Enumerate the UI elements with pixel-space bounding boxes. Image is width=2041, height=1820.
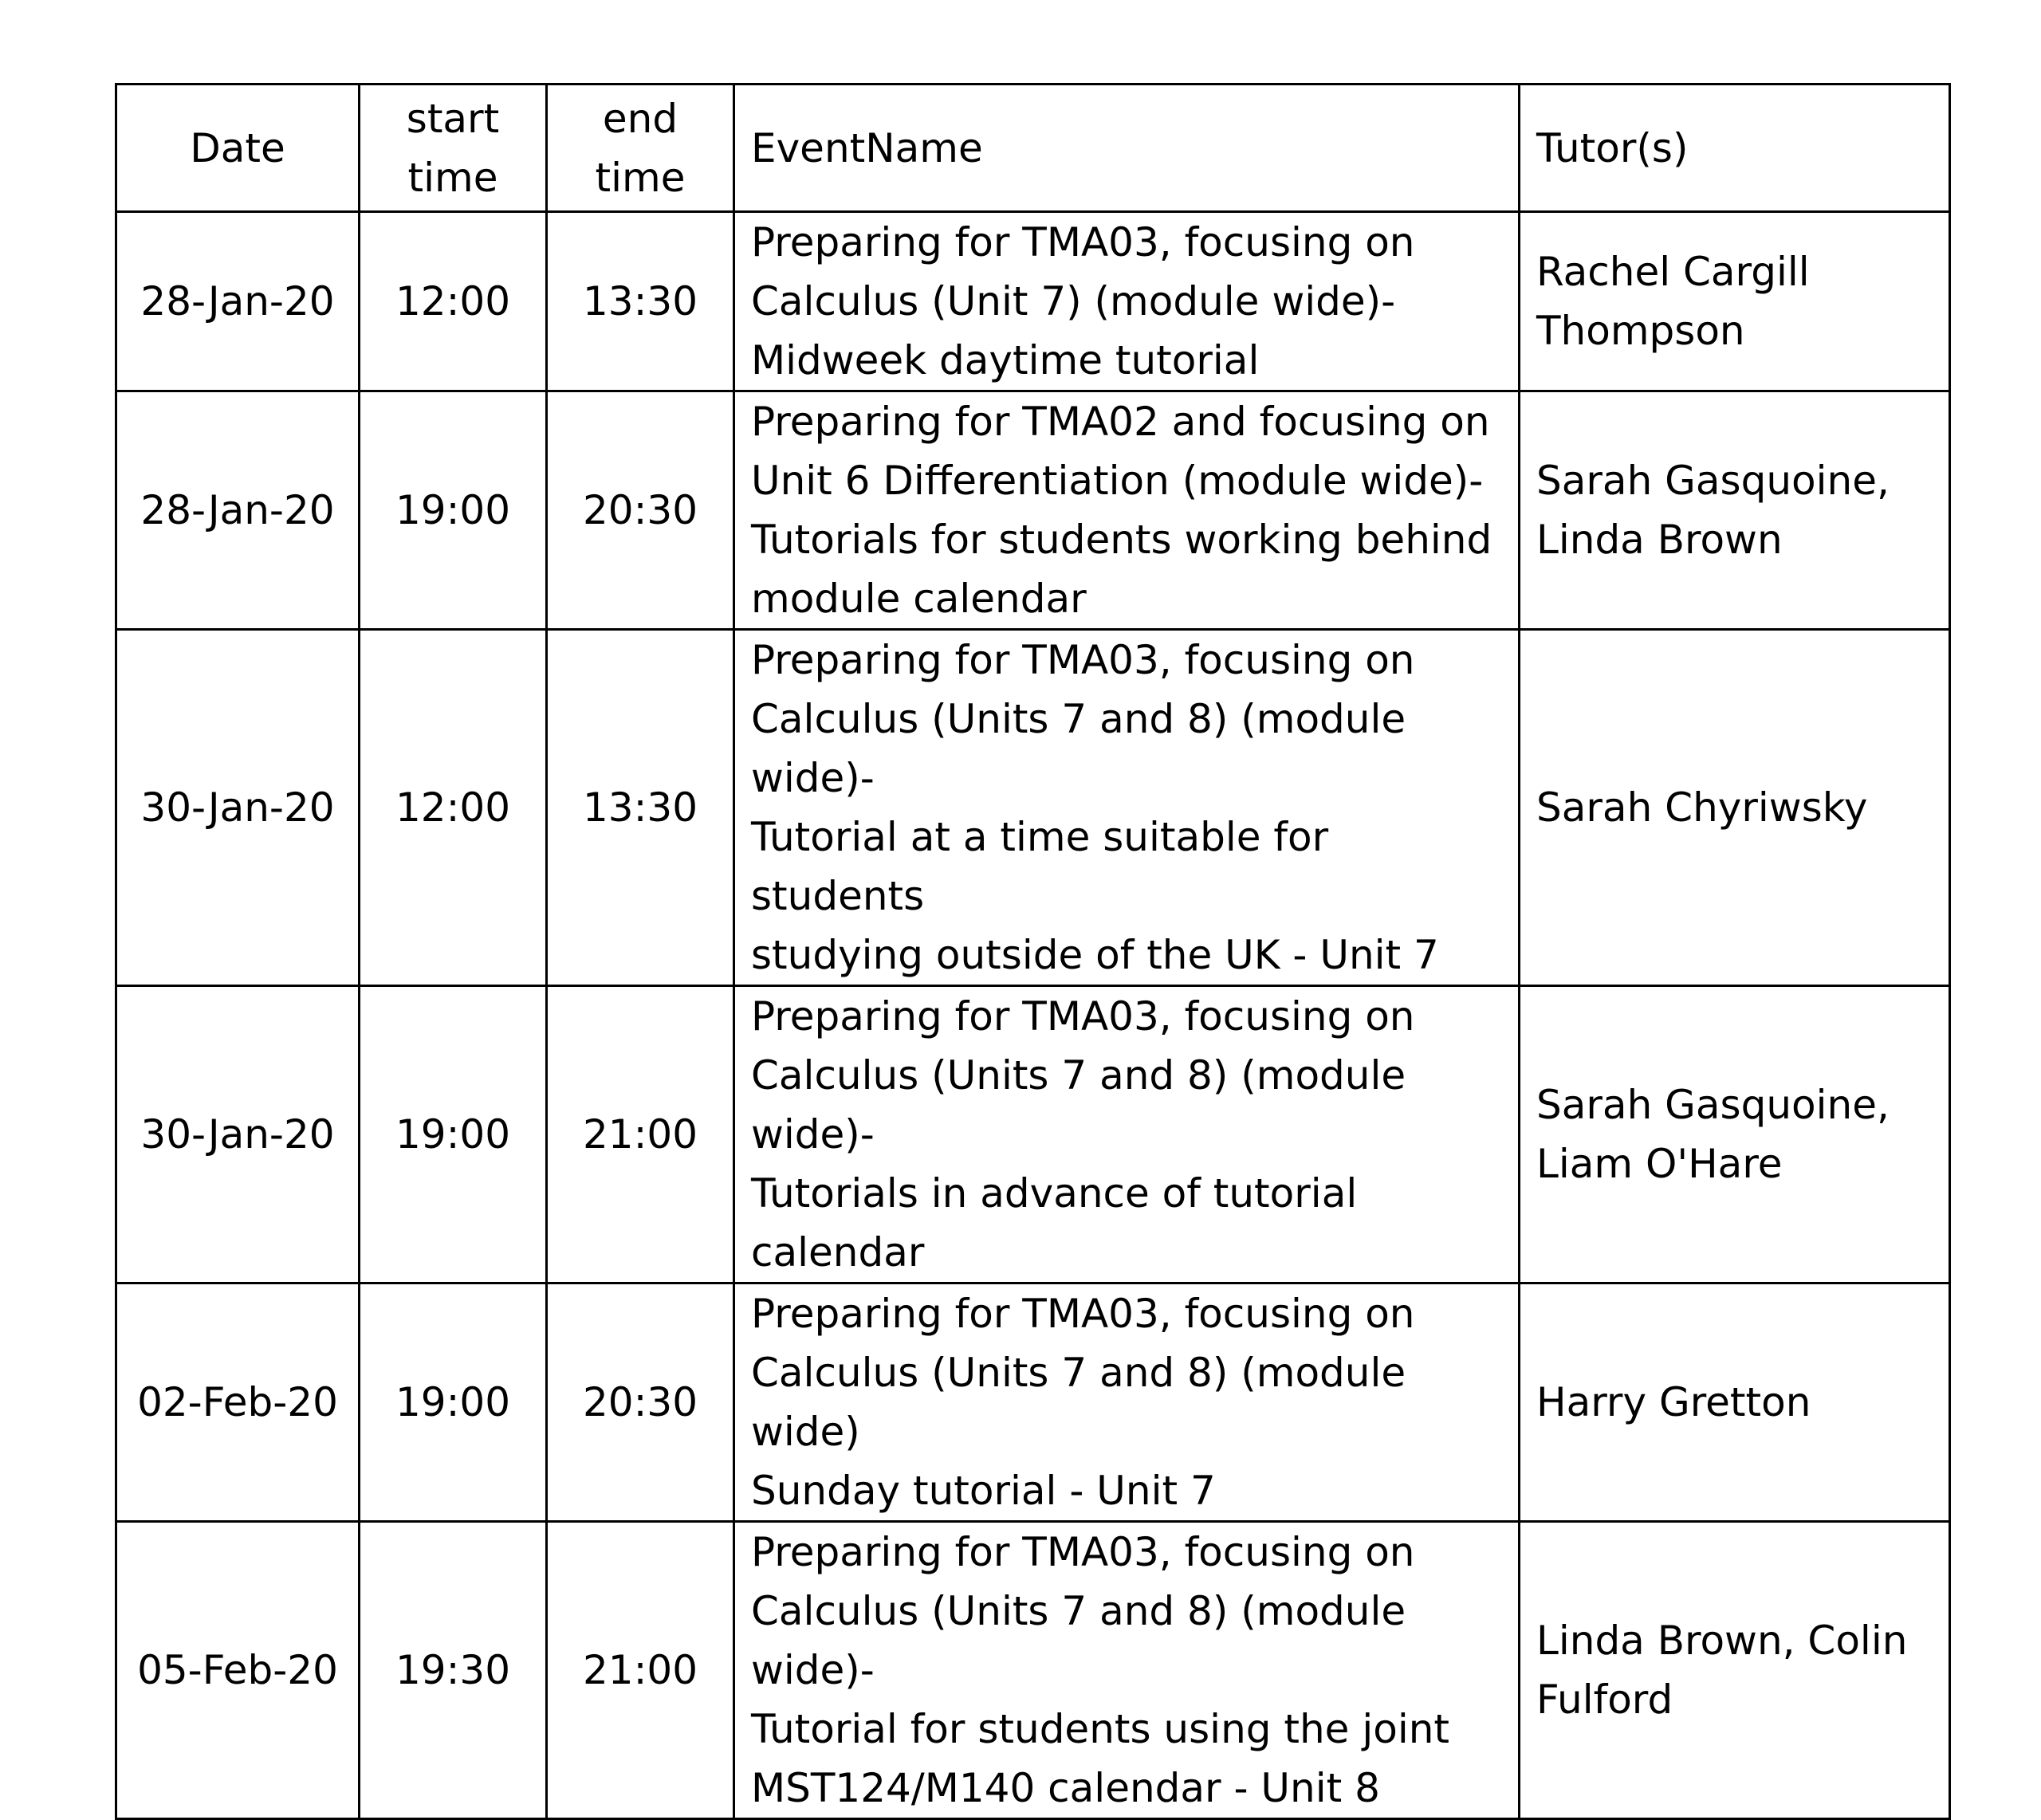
cell-end-time: 13:30: [547, 212, 734, 391]
cell-date: 02-Feb-20: [116, 1283, 360, 1522]
cell-date: 28-Jan-20: [116, 391, 360, 630]
cell-event-name: Preparing for TMA03, focusing on Calculus (Units 7 and 8) (module wide)- Tutorial for students using the joint MST124/M140 calendar - Unit 8: [734, 1522, 1520, 1819]
cell-event-name: Preparing for TMA02 and focusing on Unit 6 Differentiation (module wide)- Tutorials for students working behind module calendar: [734, 391, 1520, 630]
cell-date: 28-Jan-20: [116, 212, 360, 391]
header-tutors: Tutor(s): [1520, 85, 1950, 212]
cell-event-name: Preparing for TMA03, focusing on Calculus (Units 7 and 8) (module wide)- Tutorial at a time suitable for students studying outside of the UK - Unit 7: [734, 630, 1520, 986]
header-row: [116, 85, 1950, 212]
cell-start-time: 12:00: [360, 630, 547, 986]
table-row: [116, 986, 1950, 1283]
cell-date: 05-Feb-20: [116, 1522, 360, 1819]
header-start-time: start time: [360, 85, 547, 212]
cell-end-time: 13:30: [547, 630, 734, 986]
table-row: [116, 391, 1950, 630]
cell-tutors: Sarah Gasquoine, Liam O'Hare: [1520, 986, 1950, 1283]
header-event-name: EventName: [734, 85, 1520, 212]
cell-tutors: Rachel Cargill Thompson: [1520, 212, 1950, 391]
cell-start-time: 19:30: [360, 1522, 547, 1819]
table-row: [116, 630, 1950, 986]
cell-event-name: Preparing for TMA03, focusing on Calculus (Units 7 and 8) (module wide)- Tutorials in advance of tutorial calendar: [734, 986, 1520, 1283]
table-row: [116, 1283, 1950, 1522]
cell-end-time: 20:30: [547, 391, 734, 630]
cell-end-time: 21:00: [547, 1522, 734, 1819]
cell-tutors: Harry Gretton: [1520, 1283, 1950, 1522]
cell-tutors: Sarah Chyriwsky: [1520, 630, 1950, 986]
header-date: Date: [116, 85, 360, 212]
cell-date: 30-Jan-20: [116, 630, 360, 986]
table-row: [116, 212, 1950, 391]
events-table: [115, 83, 1951, 1820]
header-end-time: end time: [547, 85, 734, 212]
cell-event-name: Preparing for TMA03, focusing on Calculus (Units 7 and 8) (module wide) Sunday tutorial - Unit 7: [734, 1283, 1520, 1522]
cell-date: 30-Jan-20: [116, 986, 360, 1283]
cell-end-time: 20:30: [547, 1283, 734, 1522]
cell-start-time: 12:00: [360, 212, 547, 391]
cell-start-time: 19:00: [360, 986, 547, 1283]
cell-end-time: 21:00: [547, 986, 734, 1283]
table-row: [116, 1522, 1950, 1819]
cell-tutors: Sarah Gasquoine, Linda Brown: [1520, 391, 1950, 630]
cell-event-name: Preparing for TMA03, focusing on Calculus (Unit 7) (module wide)- Midweek daytime tutorial: [734, 212, 1520, 391]
cell-start-time: 19:00: [360, 391, 547, 630]
cell-start-time: 19:00: [360, 1283, 547, 1522]
cell-tutors: Linda Brown, Colin Fulford: [1520, 1522, 1950, 1819]
